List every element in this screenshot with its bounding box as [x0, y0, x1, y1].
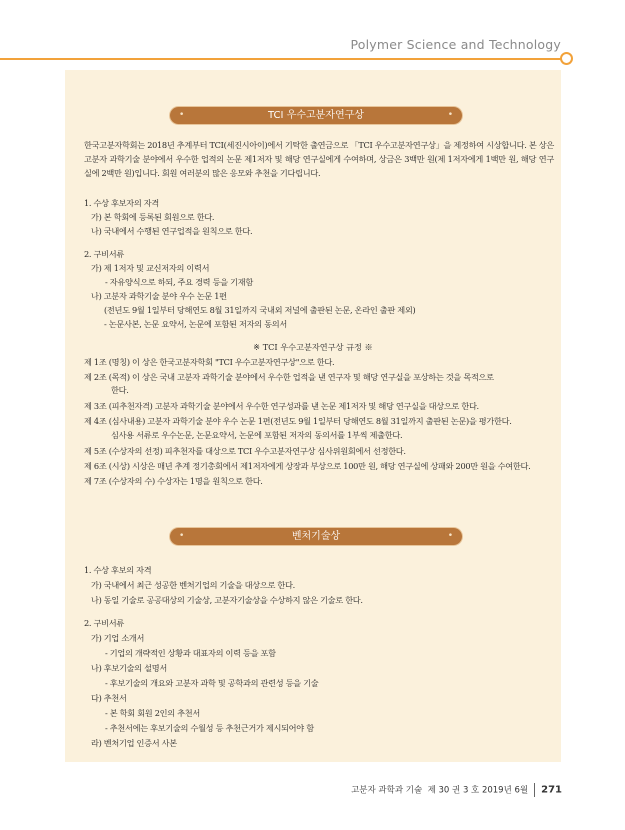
bullet-dot-icon: •: [447, 110, 453, 120]
venture-item: 다) 추천서: [91, 693, 127, 703]
venture-item: 2. 구비서류: [84, 618, 124, 628]
tci-rule: 제 1조 (명칭) 이 상은 한국고분자학회 "TCI 우수고분자연구상"으로 한다.: [84, 357, 335, 367]
tci-item: 1. 수상 후보자의 자격: [84, 198, 159, 208]
tci-section-heading: [170, 107, 462, 124]
tci-item: 나) 국내에서 수행된 연구업적을 원칙으로 한다.: [91, 226, 253, 236]
venture-section-heading: [170, 528, 462, 545]
tci-heading-text: TCI 우수고분자연구상: [268, 110, 364, 121]
venture-item: 나) 동일 기술로 공공대상의 기술상, 고분자기술상을 수상하지 않은 기술로 한다.: [91, 595, 363, 605]
venture-item: - 기업의 개략적인 상황과 대표자의 이력 등을 포함: [105, 648, 276, 658]
venture-item: 나) 후보기술의 설명서: [91, 663, 167, 673]
tci-item: (전년도 9월 1일부터 당해연도 8월 31일까지 국내외 저널에 출판된 논문, 온라인 출판 제외): [104, 305, 416, 315]
tci-item: - 자유양식으로 하되, 주요 경력 등을 기재함: [105, 277, 253, 287]
page-number: 271: [541, 784, 562, 796]
page-footer: [351, 783, 562, 797]
footer-journal: 고분자 과학과 기술: [351, 785, 423, 796]
bullet-dot-icon: •: [179, 531, 185, 541]
bullet-dot-icon: •: [179, 110, 185, 120]
journal-header-title: Polymer Science and Technology: [350, 37, 561, 52]
venture-item: - 추천서에는 후보기술의 수월성 등 추천근거가 제시되어야 함: [105, 723, 314, 733]
tci-item: 나) 고분자 과학기술 분야 우수 논문 1편: [91, 291, 227, 301]
tci-intro-paragraph: 한국고분자학회는 2018년 추계부터 TCI(세진시아이)에서 기탁한 출연금으로 「TCI 우수고분자연구상」을 제정하여 시상합니다. 본 상은 고분자 과학기술 분야에서 우수한 업적의 논문 제1저자 및 해당 연구실에게 수여하며, 상금은 3백만 원(제 1저자에게 1백만 원, 해당 연구실에 2백만 원)입니다. 회원 여러분의 많은 응모와 추천을 기다립니다.: [84, 140, 554, 178]
venture-item: 라) 벤처기업 인증서 사본: [91, 738, 177, 748]
venture-item: 가) 기업 소개서: [91, 633, 145, 643]
tci-rule: 한다.: [111, 385, 129, 395]
tci-rule: 심사용 서류로 우수논문, 논문요약서, 논문에 포함된 저자의 동의서를 1부씩 제출한다.: [111, 430, 403, 440]
venture-item: - 본 학회 회원 2인의 추천서: [105, 708, 200, 718]
tci-rule: 제 6조 (시상) 시상은 매년 추계 정기총회에서 제1저자에게 상장과 부상으로 100만 원, 해당 연구실에 상패와 200만 원을 수여한다.: [84, 461, 531, 471]
venture-item: 1. 수상 후보의 자격: [84, 565, 152, 575]
tci-rule: 제 5조 (수상자의 선정) 피추천자를 대상으로 TCI 우수고분자연구상 심사위원회에서 선정한다.: [84, 446, 406, 456]
footer-divider: [534, 783, 535, 797]
bullet-dot-icon: •: [447, 531, 453, 541]
footer-issue: 제 30 권 3 호 2019년 6월: [427, 785, 529, 796]
venture-item: - 후보기술의 개요와 고분자 과학 및 공학과의 관련성 등을 기술: [105, 678, 319, 688]
venture-item: 가) 국내에서 최근 성공한 벤처기업의 기술을 대상으로 한다.: [91, 580, 295, 590]
tci-rule: 제 2조 (목적) 이 상은 국내 고분자 과학기술 분야에서 우수한 업적을 낸 연구자 및 해당 연구실을 포상하는 것을 목적으로: [84, 372, 494, 382]
tci-rule: 제 4조 (심사내용) 고분자 과학기술 분야 우수 논문 1편(전년도 9월 1일부터 당해연도 8월 31일까지 출판된 논문)을 평가한다.: [84, 416, 512, 426]
tci-rule: 제 7조 (수상자의 수) 수상자는 1명을 원칙으로 한다.: [84, 476, 263, 486]
header-circle-icon: [560, 52, 573, 65]
tci-item: 2. 구비서류: [84, 249, 124, 259]
tci-item: 가) 제 1저자 및 교신저자의 이력서: [91, 263, 210, 273]
venture-heading-text: 벤처기술상: [291, 531, 341, 542]
tci-item: - 논문사본, 논문 요약서, 논문에 포함된 저자의 동의서: [104, 319, 287, 329]
tci-item: 가) 본 학회에 등록된 회원으로 한다.: [91, 212, 215, 222]
header-rule: [0, 58, 562, 60]
tci-rules-title: ※ TCI 우수고분자연구상 규정 ※: [253, 342, 373, 352]
tci-rule: 제 3조 (피추천자격) 고분자 과학기술 분야에서 우수한 연구성과를 낸 논문 제1저자 및 해당 연구실을 대상으로 한다.: [84, 401, 479, 411]
